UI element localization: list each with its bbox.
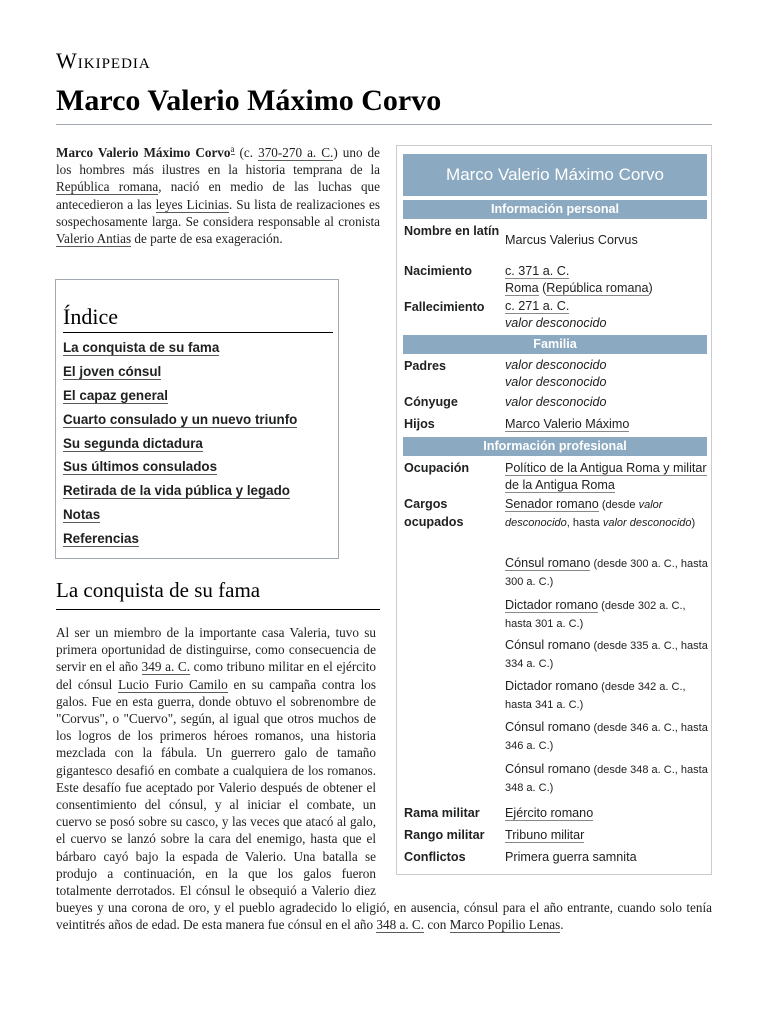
valerio-antias-link[interactable]: Valerio Antias — [56, 231, 132, 247]
infobox-label-cargos: Cargos ocupados — [404, 497, 464, 529]
cargo-note: (desde 302 a. C., hasta 301 a. C.) — [505, 600, 686, 630]
republica-link[interactable]: República romana — [56, 179, 159, 195]
camilo-link[interactable]: Lucio Furio Camilo — [118, 676, 228, 692]
infobox-section-personal: Información personal — [403, 200, 707, 219]
infobox-section-profesional: Información profesional — [403, 437, 707, 456]
lenas-link[interactable]: Marco Popilio Lenas — [449, 917, 561, 933]
infobox-label-nacimiento: Nacimiento — [404, 264, 472, 278]
occupation-link[interactable]: Político de la Antigua Roma y militar de la Antigua Roma — [505, 461, 707, 492]
child-link[interactable]: Marco Valerio Máximo — [505, 417, 630, 431]
cargo-item — [505, 719, 709, 754]
infobox-value-ocupacion — [505, 460, 709, 493]
cargo-note: (desde — [598, 499, 639, 511]
cargo-item — [505, 761, 709, 796]
cargo-note: valor desconocido — [602, 516, 692, 529]
infobox-label-nombre: Nombre en latín — [404, 224, 500, 238]
toc-link[interactable]: Retirada de la vida pública y legado — [63, 483, 290, 499]
infobox-value-nacimiento — [505, 263, 709, 296]
intro-text: (c. — [234, 145, 259, 160]
page-title: Marco Valerio Máximo Corvo — [56, 84, 712, 125]
cargo-link[interactable]: Cónsul romano — [505, 556, 591, 570]
table-of-contents — [55, 279, 339, 559]
toc-item[interactable] — [63, 507, 297, 531]
toc-link[interactable]: Su segunda dictadura — [63, 435, 203, 451]
infobox-label-rama: Rama militar — [404, 806, 480, 820]
body-text: en su campaña contra los galos. Fue en esta guerra, donde obtuvo el sobrenombre de "Corvus", o "Cuervo", según, al igual que otros muchos de los logros de los primeros héroes romanos, una historia mezclada con la fábula. Un guerrero galo de tamaño gigantesco desafió en combate a cualquiera de los romanos. Este desafío fue aceptado por Valerio después de obtener el consentimiento del cónsul, y al iniciar el combate, un cuervo se posó sobre su casco, y las veces que atacó al galo, el cuervo se lanzó sobre la cara del enemigo, hasta que el bárbaro cayó bajo la espada de Valerio. Una batalla se produjo a continuación, en la que los galos fueron totalmente derrotados. El cónsul le obsequió a Valerio diez bueyes y una corona de oro, y el pueblo agradecido lo eligió, en ausencia, cónsul para el año entrante, cuando solo tenía veintitrés años de edad. De esta manera fue cónsul en el año — [56, 676, 712, 933]
intro-text: ) uno de los hombres más ilustres en la historia temprana de la — [56, 145, 381, 178]
toc-link[interactable]: Referencias — [63, 531, 139, 547]
toc-link[interactable]: Sus últimos consulados — [63, 459, 218, 475]
parent-value: valor desconocido — [505, 358, 607, 372]
toc-item[interactable] — [63, 436, 297, 460]
date-link[interactable]: 370-270 a. C. — [258, 145, 334, 160]
cargo-item — [505, 597, 709, 632]
cargo-text: Cónsul romano — [505, 720, 591, 734]
paren: ) — [648, 280, 653, 295]
infobox-value-padres — [505, 357, 709, 390]
branch-link[interactable]: Ejército romano — [505, 806, 594, 820]
cargo-text: Dictador romano — [505, 679, 599, 693]
infobox-value-conyuge — [505, 394, 709, 411]
infobox-value-rango — [505, 827, 709, 844]
conflict-text: Primera guerra samnita — [505, 850, 637, 864]
cargo-note: valor desconocido — [505, 499, 663, 529]
intro-text: . Su lista de realizaciones es sospechosamente larga. Se considera responsable al cronista — [56, 196, 380, 229]
cargo-senador — [505, 496, 709, 531]
cargo-item — [505, 637, 709, 672]
infobox-label-rango: Rango militar — [404, 828, 485, 842]
death-date-link[interactable]: c. 271 a. C. — [505, 299, 570, 313]
wikipedia-wordmark[interactable]: Wikipedia — [56, 48, 151, 73]
infobox-label-fallecimiento: Fallecimiento — [404, 300, 485, 314]
note-link[interactable]: a — [230, 143, 235, 154]
infobox-label-hijos: Hijos — [404, 417, 435, 431]
toc-item[interactable] — [63, 531, 297, 555]
toc-item[interactable] — [63, 340, 297, 364]
infobox-label-conflictos: Conflictos — [404, 850, 466, 864]
toc-link[interactable]: Notas — [63, 507, 101, 523]
paren: ( — [538, 280, 547, 295]
intro-paragraph — [56, 144, 380, 247]
birth-place-link[interactable]: Roma — [505, 280, 539, 295]
cargo-note: (desde 342 a. C., hasta 341 a. C.) — [505, 681, 686, 711]
toc-item[interactable] — [63, 388, 297, 412]
toc-item[interactable] — [63, 483, 297, 507]
infobox — [396, 145, 712, 875]
cargo-link[interactable]: Dictador romano — [505, 598, 599, 612]
infobox-label-ocupacion: Ocupación — [404, 461, 470, 475]
body-text: . — [560, 917, 564, 933]
year-349-link[interactable]: 349 a. C. — [141, 659, 190, 675]
cargo-item — [505, 678, 709, 713]
infobox-value-fallecimiento — [505, 298, 709, 331]
cargo-note: (desde 346 a. C., hasta 346 a. C.) — [505, 722, 708, 752]
infobox-section-familia: Familia — [403, 335, 707, 354]
toc-link[interactable]: La conquista de su fama — [63, 340, 220, 355]
toc-item[interactable] — [63, 459, 297, 483]
toc-item[interactable] — [63, 412, 297, 436]
parent-value: valor desconocido — [505, 374, 607, 389]
spouse-value: valor desconocido — [505, 395, 607, 409]
infobox-label-padres: Padres — [404, 359, 447, 373]
leyes-link[interactable]: leyes Licinias — [155, 196, 230, 212]
toc-link[interactable]: Cuarto consulado y un nuevo triunfo — [63, 411, 298, 427]
cargo-link[interactable]: Senador romano — [505, 497, 599, 511]
cargo-note: ) — [691, 516, 696, 529]
toc-link[interactable]: El joven cónsul — [63, 363, 162, 379]
cargo-item — [505, 555, 709, 590]
year-348-link[interactable]: 348 a. C. — [376, 917, 425, 933]
intro-lead: Marco Valerio Máximo Corvo — [56, 145, 231, 160]
death-place: valor desconocido — [505, 315, 607, 330]
section-heading: La conquista de su fama — [56, 578, 380, 610]
republic-link[interactable]: República romana — [546, 280, 649, 295]
cargo-note: , hasta — [566, 516, 603, 529]
rank-link[interactable]: Tribuno militar — [505, 828, 585, 842]
intro-text: de parte de esa exageración. — [131, 231, 283, 247]
birth-date-link[interactable]: c. 371 a. C. — [505, 264, 570, 278]
infobox-value-rama — [505, 805, 709, 822]
cargo-note: (desde 335 a. C., hasta 334 a. C.) — [505, 640, 708, 670]
infobox-value-hijos — [505, 416, 709, 433]
infobox-title: Marco Valerio Máximo Corvo — [403, 154, 707, 196]
body-text: Al ser un miembro de la importante casa Valeria, tuvo su primera oportunidad de distinguirse, como consecuencia de servir en el año — [56, 625, 376, 675]
cargo-note: (desde 300 a. C., hasta 300 a. C.) — [505, 558, 708, 588]
infobox-value-conflictos — [505, 849, 709, 866]
infobox-label-conyuge: Cónyuge — [404, 395, 458, 409]
intro-text: , nació en medio de las luchas que antecedieron a las — [56, 179, 380, 212]
toc-item[interactable] — [63, 364, 297, 388]
cargo-text: Cónsul romano — [505, 762, 591, 776]
body-text: con — [424, 917, 450, 933]
toc-link[interactable]: El capaz general — [63, 387, 168, 403]
cargo-note: (desde 348 a. C., hasta 348 a. C.) — [505, 764, 708, 794]
cargo-text: Cónsul romano — [505, 638, 591, 652]
infobox-value-nombre: Marcus Valerius Corvus — [505, 233, 638, 247]
body-text: como tribuno militar en el ejército del cónsul — [56, 659, 376, 692]
toc-list — [63, 340, 297, 555]
toc-heading: Índice — [63, 304, 333, 333]
